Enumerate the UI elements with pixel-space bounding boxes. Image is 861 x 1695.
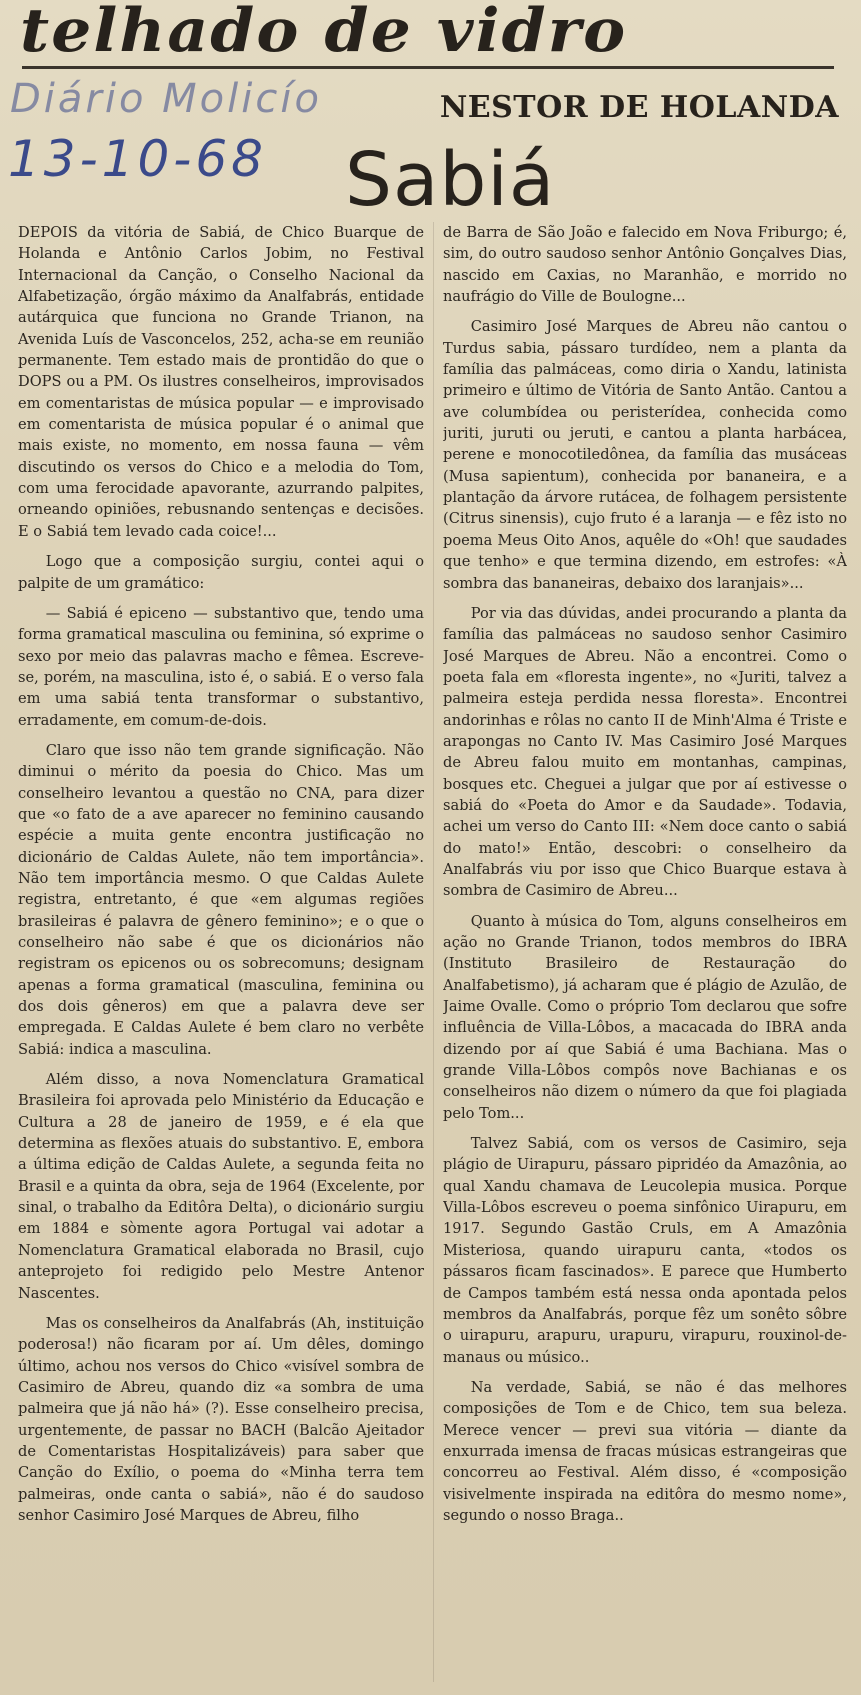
article-paragraph: — Sabiá é epiceno — substantivo que, tendo uma forma gramatical masculina ou feminina, só exprime o sexo por meio das palavras macho e fêmea. Escreve-se, porém, na masculina, isto é, o sabiá. E o verso fala em uma sabiá tenta transformar o substantivo, erradamente, em comum-de-dois. bbox=[18, 604, 424, 729]
article-paragraph: de Barra de São João e falecido em Nova Friburgo; é, sim, do outro saudoso senhor Antônio Gonçalves Dias, nascido em Caxias, no Maranhão, e morrido no naufrágio do Ville de Boulogne... bbox=[443, 224, 847, 306]
article-paragraph: Na verdade, Sabiá, se não é das melhores composições de Tom e de Chico, tem sua beleza. Merece vencer — previ sua vitória — diante da enxurrada imensa de fracas músicas estrangeiras que concorreu ao Festival. Além disso, é «composição visivelmente inspirada na editôra do mesmo nome», segundo o nosso Braga.. bbox=[443, 1378, 847, 1524]
article-paragraph: Claro que isso não tem grande significação. Não diminui o mérito da poesia do Chico. Mas um conselheiro levantou a questão no CNA, para dizer que «o fato de a ave aparecer no feminino causando espécie a muita gente encontra justificação no dicionário de Caldas Aulete, não tem importância». Não tem importância mesmo. O que Caldas Aulete registra, entretanto, é que «em algumas regiões brasileiras é palavra de gênero feminino»; e o que o conselheiro não sabe é que os dicionários não registram os epicenos ou os sobrecomuns; designam apenas a forma gramatical (masculina, feminina ou dos dois gêneros) em que a palavra deve ser empregada. E Caldas Aulete é bem claro no verbête Sabiá: indica a masculina. bbox=[18, 741, 424, 1058]
article-column-right bbox=[443, 222, 847, 1690]
article-paragraph: Talvez Sabiá, com os versos de Casimiro, seja plágio de Uirapuru, pássaro pipridéo da Amazônia, ao qual Xandu chamava de Leucolepia musica. Porque Villa-Lôbos escreveu o poema sinfônico Uirapuru, em 1917. Segundo Gastão Cruls, em A Amazônia Misteriosa, quando uirapuru canta, «todos os pássaros ficam fascinados». E parece que Humberto de Campos também está nessa onda apontada pelos membros da Analfabrás, porque fêz um sonêto sôbre o uirapuru, arapuru, urapuru, virapuru, rouxinol-de-manaus ou músico.. bbox=[443, 1135, 847, 1366]
author-byline: NESTOR DE HOLANDA bbox=[439, 90, 839, 125]
handwritten-date: 13-10-68 bbox=[8, 130, 267, 188]
article-paragraph: Quanto à música do Tom, alguns conselheiros em ação no Grande Trianon, todos membros do IBRA (Instituto Brasileiro de Restauração do Analfabetismo), já acharam que é plágio de Azulão, de Jaime Ovalle. Como o próprio Tom declarou que sofre influência de Villa-Lôbos, a macacada do IBRA anda dizendo por aí que Sabiá é uma Bachiana. Mas o grande Villa-Lôbos compôs nove Bachianas e os conselheiros não dizem o número da que foi plagiada pelo Tom... bbox=[443, 912, 847, 1122]
article-paragraph: Logo que a composição surgiu, contei aqui o palpite de um gramático: bbox=[18, 553, 424, 592]
column-divider bbox=[433, 222, 434, 1682]
column-title: telhado de vidro bbox=[20, 0, 628, 66]
handwritten-newspaper-name: Diário Molicío bbox=[10, 76, 322, 122]
article-column-left bbox=[18, 222, 424, 1690]
article-paragraph: Além disso, a nova Nomenclatura Gramatical Brasileira foi aprovada pelo Ministério da Educação e Cultura a 28 de janeiro de 1959, e é ela que determina as flexões atuais do substantivo. E, embora a última edição de Caldas Aulete, a segunda feita no Brasil e a quinta da obra, seja de 1964 (Excelente, por sinal, o trabalho da Editôra Delta), o dicionário surgiu em 1884 e sòmente agora Portugal vai adotar a Nomenclatura Gramatical elaborada no Brasil, cujo anteprojeto foi redigido pelo Mestre Antenor Nascentes. bbox=[18, 1071, 424, 1302]
article-paragraph: Mas os conselheiros da Analfabrás (Ah, instituição poderosa!) não ficaram por aí. Um dêles, domingo último, achou nos versos do Chico «visível sombra de Casimiro de Abreu, quando diz «a sombra de uma palmeira que já não há» (?). Esse conselheiro precisa, urgentemente, de passar no BACH (Balcão Ajeitador de Comentaristas Hospitalizáveis) para saber que Canção do Exílio, o poema do «Minha terra tem palmeiras, onde canta o sabiá», não é do saudoso senhor Casimiro José Marques de Abreu, filho bbox=[18, 1314, 424, 1524]
article-headline: Sabiá bbox=[345, 137, 556, 223]
article-paragraph: Por via das dúvidas, andei procurando a planta da família das palmáceas no saudoso senhor Casimiro José Marques de Abreu. Não a encontrei. Como o poeta fala em «floresta ingente», no «Juriti, talvez a palmeira esteja perdida nessa floresta». Encontrei andorinhas e rôlas no canto II de Minh'Alma é Triste e arapongas no Canto IV. Mas Casimiro José Marques de Abreu falou muito em montanhas, campinas, bosques etc. Cheguei a julgar que por aí estivesse o sabiá do «Poeta do Amor e da Saudade». Todavia, achei um verso do Canto III: «Nem doce canto o sabiá do mato!» Então, descobri: o conselheiro da Analfabrás viu por isso que Chico Buarque estava à sombra de Casimiro de Abreu... bbox=[443, 604, 847, 900]
article-paragraph: Casimiro José Marques de Abreu não cantou o Turdus sabia, pássaro turdídeo, nem a planta da família das palmáceas, como diria o Xandu, latinista primeiro e último de Vitória de Santo Antão. Cantou a ave columbídea ou peristerídea, conhecida como juriti, juruti ou jeruti, e cantou a planta harbácea, perene e monocotiledônea, da família das musáceas (Musa sapientum), conhecida por bananeira, e a plantação da árvore rutácea, de folhagem persistente (Citrus sinensis), cujo fruto é a laranja — e fêz isto no poema Meus Oito Anos, aquêle do «Oh! que saudades que tenho» e que termina dizendo, em estrofes: «À sombra das bananeiras, debaixo dos laranjais»... bbox=[443, 318, 847, 592]
masthead-rule bbox=[22, 66, 834, 69]
article-paragraph: DEPOIS da vitória de Sabiá, de Chico Buarque de Holanda e Antônio Carlos Jobim, no Festival Internacional da Canção, o Conselho Nacional da Alfabetização, órgão máximo da Analfabrás, entidade autárquica que funciona no Grande Trianon, na Avenida Luís de Vasconcelos, 252, acha-se em reunião permanente. Tem estado mais de prontidão do que o DOPS ou a PM. Os ilustres conselheiros, improvisados em comentaristas de música popular — e improvisado em comentarista de música popular é o animal que mais existe, no momento, em nossa fauna — vêm discutindo os versos do Chico e a melodia do Tom, com uma ferocidade apavorante, azurrando palpites, orneando opiniões, rebusnando sentenças e decisões. E o Sabiá tem levado cada coice!... bbox=[18, 224, 424, 540]
